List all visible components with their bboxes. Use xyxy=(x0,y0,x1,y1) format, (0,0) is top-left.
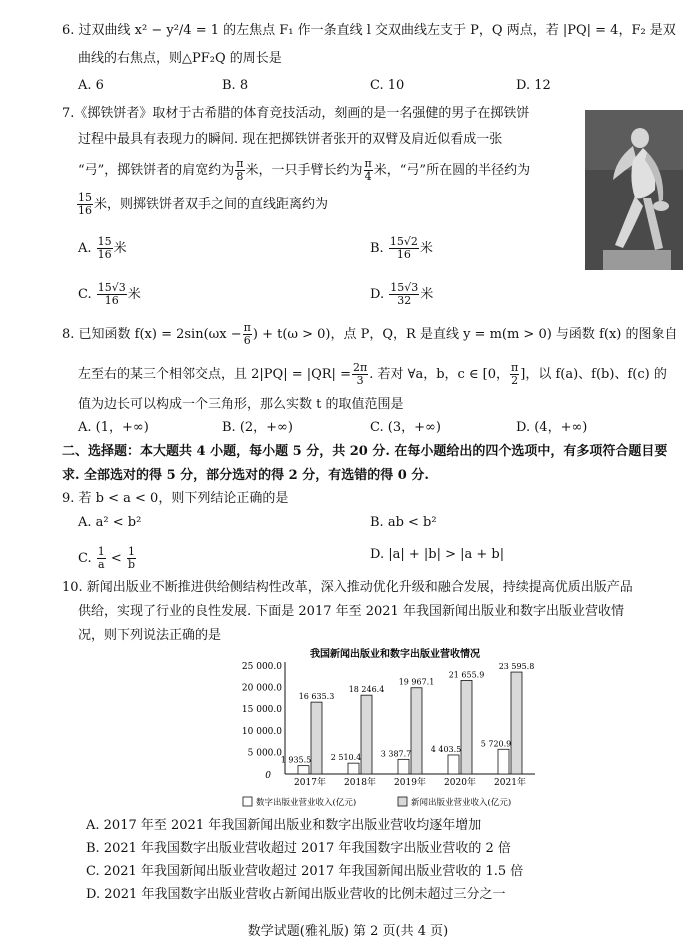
q10-stem-line1: 10. 新闻出版业不断推进供给侧结构性改革，深入推动优化升级和融合发展，持续提高优质出版产品 xyxy=(62,580,633,595)
bar-value-label: 1 935.5 xyxy=(280,755,312,765)
q8-option-a: A. (1，+∞) xyxy=(78,420,149,435)
bar-value-label: 5 720.9 xyxy=(480,739,512,749)
x-tick-label: 2020年 xyxy=(444,778,476,788)
q7-stem-line2: 过程中最具有表现力的瞬间. 现在把掷铁饼者张开的双臂及肩近似看成一张 xyxy=(78,132,503,147)
legend-swatch xyxy=(398,797,407,806)
q6-option-b: B. 8 xyxy=(222,78,249,93)
bar-news-2021年 xyxy=(511,672,522,774)
page-footer: 数学试题(雅礼版) 第 2 页(共 4 页) xyxy=(247,924,449,939)
q8-option-d: D. (4，+∞) xyxy=(516,420,588,435)
bar-value-label: 2 510.4 xyxy=(330,753,362,763)
fraction-pi-8: $\frac{\pi}{8}$ xyxy=(236,157,244,183)
y-tick-label: 15 000.0 xyxy=(241,705,282,716)
bar-digital-2021年 xyxy=(498,749,509,774)
fraction-pi-4: $\frac{\pi}{4}$ xyxy=(364,157,372,183)
q6-option-d: D. 12 xyxy=(516,78,551,93)
q10-option-d: D. 2021 年我国数字出版业营收占新闻出版业营收的比例未超过三分之一 xyxy=(86,887,506,902)
fraction-pi-2: $\frac{\pi}{2}$ xyxy=(511,361,519,387)
bar-value-label: 3 387.7 xyxy=(380,749,412,759)
revenue-bar-chart xyxy=(235,646,555,816)
legend-swatch xyxy=(243,797,252,806)
q6-stem-line2: 曲线的右焦点，则△PF₂Q 的周长是 xyxy=(78,51,282,66)
x-tick-label: 2018年 xyxy=(344,778,376,788)
q10-stem-line2: 供给，实现了行业的良性发展. 下面是 2017 年至 2021 年我国新闻出版业和数字出版业营收情 xyxy=(78,604,624,619)
q7-stem-line3: “弓”，掷铁饼者的肩宽约为 $\frac{\pi}{8}$ 米，一只手臂长约为 $\frac{\pi}{4}$ 米，“弓”所在圆的半径约为 xyxy=(78,157,531,183)
fraction-2pi-3: $\frac{2\pi}{3}$ xyxy=(352,361,368,387)
section2-instructions-line1: 二、选择题：本大题共 4 小题，每小题 5 分，共 20 分. 在每小题给出的四个选项中，有多项符合题目要 xyxy=(62,444,668,459)
bar-value-label: 19 967.1 xyxy=(398,677,435,687)
q8-option-c: C. (3，+∞) xyxy=(370,420,441,435)
q8-stem-line3: 值为边长可以构成一个三角形，那么实数 t 的取值范围是 xyxy=(78,397,404,412)
x-tick-label: 2017年 xyxy=(294,778,326,788)
fraction-pi-6: $\frac{\pi}{6}$ xyxy=(243,321,251,347)
bar-digital-2020年 xyxy=(448,755,459,774)
q9-stem: 9. 若 b < a < 0，则下列结论正确的是 xyxy=(62,491,289,506)
y-tick-label: 25 000.0 xyxy=(241,662,282,672)
bar-value-label: 4 403.5 xyxy=(430,744,462,754)
q9-option-b: B. ab < b² xyxy=(370,515,437,530)
q10-stem-line3: 况，则下列说法正确的是 xyxy=(78,628,222,643)
bar-news-2019年 xyxy=(411,688,422,774)
q9-option-c: C. $\frac{1}{a}$ < $\frac{1}{b}$ xyxy=(78,545,135,571)
y-tick-label: 20 000.0 xyxy=(241,683,282,694)
q10-option-b: B. 2021 年我国数字出版业营收超过 2017 年我国数字出版业营收的 2 倍 xyxy=(86,841,511,856)
q7-option-a: A. $\frac{15}{16}$ 米 xyxy=(78,235,127,261)
q7-option-c: C. $\frac{15√3}{16}$ 米 xyxy=(78,281,141,307)
section2-instructions-line2: 求. 全部选对的得 5 分，部分选对的得 2 分，有选错的得 0 分. xyxy=(62,468,429,483)
x-tick-label: 2021年 xyxy=(494,778,526,788)
bar-digital-2019年 xyxy=(398,759,409,774)
q8-stem-line1: 8. 已知函数 f(x) = 2sin(ωx − $\frac{\pi}{6}$ ) + t(ω > 0)，点 P，Q，R 是直线 y = m(m > 0) 与函数 f(x) 的图象自 xyxy=(62,321,678,347)
bar-value-label: 23 595.8 xyxy=(498,662,535,672)
q7-stem-line4: $\frac{15}{16}$ 米，则掷铁饼者双手之间的直线距离约为 xyxy=(78,191,329,217)
q7-option-b: B. $\frac{15√2}{16}$ 米 xyxy=(370,235,433,261)
x-tick-label: 2019年 xyxy=(394,778,426,788)
bar-news-2018年 xyxy=(361,695,372,774)
q9-option-a: A. a² < b² xyxy=(78,515,142,530)
legend-label: 数字出版业营业收入(亿元) xyxy=(256,798,357,808)
legend-label: 新闻出版业营业收入(亿元) xyxy=(411,798,512,808)
bar-value-label: 21 655.9 xyxy=(448,670,485,680)
bar-value-label: 18 246.4 xyxy=(348,685,385,695)
q6-stem-line1: 6. 过双曲线 x² − y²/4 = 1 的左焦点 F₁ 作一条直线 l 交双曲线左支于 P，Q 两点，若 |PQ| = 4，F₂ 是双 xyxy=(62,23,676,38)
q6-option-c: C. 10 xyxy=(370,78,405,93)
q7-stem-line1: 7.《掷铁饼者》取材于古希腊的体育竞技活动，刻画的是一名强健的男子在掷铁饼 xyxy=(62,106,530,121)
q9-option-d: D. |a| + |b| > |a + b| xyxy=(370,547,505,562)
discus-thrower-image xyxy=(585,110,683,270)
q10-option-a: A. 2017 年至 2021 年我国新闻出版业和数字出版业营收均逐年增加 xyxy=(86,818,482,833)
bar-news-2017年 xyxy=(311,702,322,774)
bar-news-2020年 xyxy=(461,680,472,774)
y-tick-label: 10 000.0 xyxy=(241,726,282,737)
q10-option-c: C. 2021 年我国新闻出版业营收超过 2017 年我国新闻出版业营收的 1.5 倍 xyxy=(86,864,524,879)
fraction-15-16: $\frac{15}{16}$ xyxy=(78,191,92,217)
q8-stem-line2: 左至右的某三个相邻交点，且 2|PQ| = |QR| = $\frac{2\pi}{3}$ . 若对 ∀a，b，c ∈ [0， $\frac{\pi}{2}$ ]，以 f(a)、f(b)、f(c) 的 xyxy=(78,361,667,387)
q7-option-d: D. $\frac{15√3}{32}$ 米 xyxy=(370,281,434,307)
bar-value-label: 16 635.3 xyxy=(298,692,335,702)
y-tick-label: 5 000.0 xyxy=(247,748,282,759)
bar-digital-2017年 xyxy=(298,766,309,774)
bar-digital-2018年 xyxy=(348,763,359,774)
chart-title: 我国新闻出版业和数字出版业营收情况 xyxy=(310,649,480,660)
q8-option-b: B. (2，+∞) xyxy=(222,420,293,435)
q6-option-a: A. 6 xyxy=(78,78,104,93)
y-origin-label: 0 xyxy=(265,771,271,781)
